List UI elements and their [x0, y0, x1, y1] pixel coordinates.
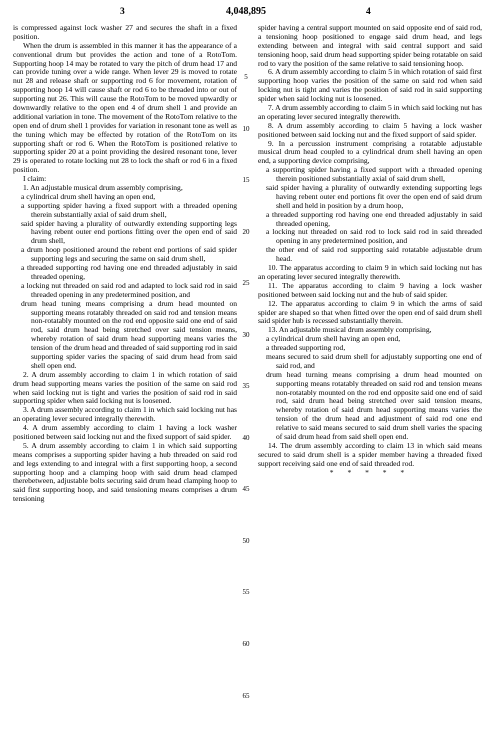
- claim-element: a threaded supporting rod having one end threaded adjustably in said threaded opening,: [21, 263, 237, 281]
- claim-element: a locking nut threaded on said rod and adapted to lock said rod in said threaded opening in any predetermined position, and: [21, 280, 237, 299]
- claim-element: a threaded supporting rod having one end threaded adjustably in said threaded opening,: [266, 209, 482, 228]
- line-number: 55: [242, 588, 250, 596]
- line-number-gutter: [236, 24, 256, 724]
- claim-element: a cylindrical drum shell having an open end,: [21, 191, 156, 201]
- claim-element: a locking nut threaded on said rod to lock said rod in said threaded opening in any predetermined position, and: [266, 227, 482, 246]
- line-number: 40: [242, 434, 250, 442]
- claim-13: 13. An adjustable musical drum assembly comprising,: [268, 325, 432, 335]
- claim-7: 7. A drum assembly according to claim 5 in which said locking nut has an operating lever secured integrally therewith.: [258, 103, 482, 121]
- paragraph: When the drum is assembled in this manner it has the appearance of a conventional drum but provides the action and tone of a RotoTom. Supporting hoop 14 may be rotated to vary the pitch of drum head 17 and can provide tuning over a wide range. When lever 29 is moved to rotate nut 28 and release shaft or supporting rod 6 for movement, rotation of supporting hoop 14 will cause shaft or rod 6 to be threaded into or out of supporting nut 26. This will cause the RotoTom to be moved upwardly or downwardly relative to the open end 4 of drum shell 1 and provide an additional variation in tone. The movement of the RotoTom relative to the open end of drum shell 1 provides for variation in resonant tone as well as the tuning which may be effected by rotation of the RotoTom on its supporting shaft or rod 6. When the RotoTom is positioned relative to supporting spider 20 at a point providing the desired resonant tone, lever 29 is operated to rotate locking nut 28 to lock the shaft or rod 6 in a fixed position.: [13, 40, 237, 175]
- line-number: 10: [242, 125, 250, 133]
- paragraph: is compressed against lock washer 27 and secures the shaft in a fixed position.: [13, 24, 237, 41]
- claim-element: a supporting spider having a fixed support with a threaded opening therein positioned substantially axial of said drum shell,: [266, 165, 482, 184]
- claim-element: a supporting spider having a fixed support with a threaded opening therein substantially axial of said drum shell,: [21, 200, 237, 219]
- line-number: 15: [242, 176, 250, 184]
- column-number-right: 4: [366, 7, 371, 17]
- claim-9: 9. In a percussion instrument comprising a rotatable adjustable musical drum head coupled to a cylindrical drum shell having an open end, a supporting device comprising,: [258, 138, 482, 166]
- line-number: 60: [242, 640, 250, 648]
- line-number: 65: [242, 692, 250, 700]
- claim-14: 14. The drum assembly according to claim 13 in which said means secured to said drum shell is a spider member having a threaded fixed support receiving said one end of said threaded rod.: [258, 440, 482, 468]
- text-column-left: [13, 24, 237, 726]
- claim-2: 2. A drum assembly according to claim 1 in which rotation of said drum head supporting means varies the position of the same on said rod when said locking nut is tight and varies the position of said rod in said supporting spider when said locking nut is loosened.: [13, 369, 237, 406]
- claim-3: 3. A drum assembly according to claim 1 in which said locking nut has an operating lever secured integrally therewith.: [13, 405, 237, 424]
- claim-10: 10. The apparatus according to claim 9 in which said locking nut has an operating lever secured integrally therewith.: [258, 263, 482, 281]
- claim-1: 1. An adjustable musical drum assembly comprising,: [23, 183, 183, 193]
- claim-element: a drum hoop positioned around the rebent end portions of said spider supporting legs and securing the same on said drum shell,: [21, 245, 237, 264]
- patent-number: 4,048,895: [226, 6, 266, 17]
- claim-8: 8. A drum assembly according to claim 5 having a lock washer positioned between said locking nut and the fixed support of said spider.: [258, 120, 482, 139]
- claim-element: the other end of said rod supporting said rotatable adjustable drum head.: [266, 245, 482, 264]
- line-number: 5: [244, 73, 248, 81]
- claim-5: 5. A drum assembly according to claim 1 in which said supporting means comprises a supporting spider having a hub threaded on said rod and legs extending to and integral with a first supporting hoop, a second supporting hoop and a clamping hoop with said drum head clamped therebetween, adjustable bolts securing said drum head clamping hoop to said first supporting hoop, and said tensioning means comprises a drum tensioning: [13, 440, 237, 504]
- claim-element: a threaded supporting rod,: [266, 343, 346, 353]
- line-number: 50: [242, 537, 250, 545]
- claim-element: said spider having a plurality of outwardly extending supporting legs having rebent outer end portions fitting over the open end of said drum shell,: [21, 218, 237, 246]
- text-column-right: [258, 24, 482, 726]
- claim-element: a cylindrical drum shell having an open end,: [266, 334, 401, 344]
- claim-6: 6. A drum assembly according to claim 5 in which rotation of said first supporting hoop varies the position of the same on said rod when said locking nut is tight and varies the position of said rod in said supporting spider when said locking nut is loosened.: [258, 67, 482, 104]
- claim-4: 4. A drum assembly according to claim 1 having a lock washer positioned between said locking nut and the fixed support of said spider.: [13, 423, 237, 441]
- line-number: 45: [242, 485, 250, 493]
- claims-intro: I claim:: [23, 174, 47, 184]
- column-number-left: 3: [120, 7, 125, 17]
- end-marks: * * * * *: [329, 467, 411, 477]
- paragraph: spider having a central support mounted on said opposite end of said rod, a tensioning hoop positioned to engage said drum head, and legs extending between and integral with said central support and said tensioning hoop, said drum head supporting spider being rotatable on said rod to vary the position of the same relative to said tensioning hoop.: [258, 24, 482, 68]
- line-number: 30: [242, 331, 250, 339]
- claim-11: 11. The apparatus according to claim 9 having a lock washer positioned between said locking nut and the hub of said spider.: [258, 280, 482, 299]
- claim-element: means secured to said drum shell for adjustably supporting one end of said rod, and: [266, 351, 482, 370]
- line-number: 35: [242, 382, 250, 390]
- line-number: 20: [242, 228, 250, 236]
- claim-element: drum head tuning means comprising a drum head mounted on supporting means rotatably threaded on said rod and tension means non-rotatably mounted on the rod end opposite said one end of said rod, said drum head being stretched over said tension means, whereby rotation of said drum head supporting means varies the tension of the drum head and threaded of said supporting rod in said supporting spider varies the spacing of said drum head from said shell open end.: [21, 298, 237, 370]
- claim-element: said spider having a plurality of outwardly extending supporting legs having rebent outer end portions fit over the open end of said drum shell and held in position by a drum hoop,: [266, 183, 482, 210]
- claim-element: drum head turning means comprising a drum head mounted on supporting means rotatably threaded on said rod and tension means non-rotatably mounted on the rod end opposite said one end of said rod, said drum head being stretched over said tension means, whereby rotation of said drum head supporting means varies the tension of the drum head and adjustment of said rod one end relative to said means secured to said drum shell varies the spacing of said drum head from said shell open end.: [266, 369, 482, 441]
- line-number: 25: [242, 279, 250, 287]
- claim-12: 12. The apparatus according to claim 9 in which the arms of said spider are shaped so that when fitted over the open end of said drum shell said spider hub is recessed substantially therein.: [258, 298, 482, 326]
